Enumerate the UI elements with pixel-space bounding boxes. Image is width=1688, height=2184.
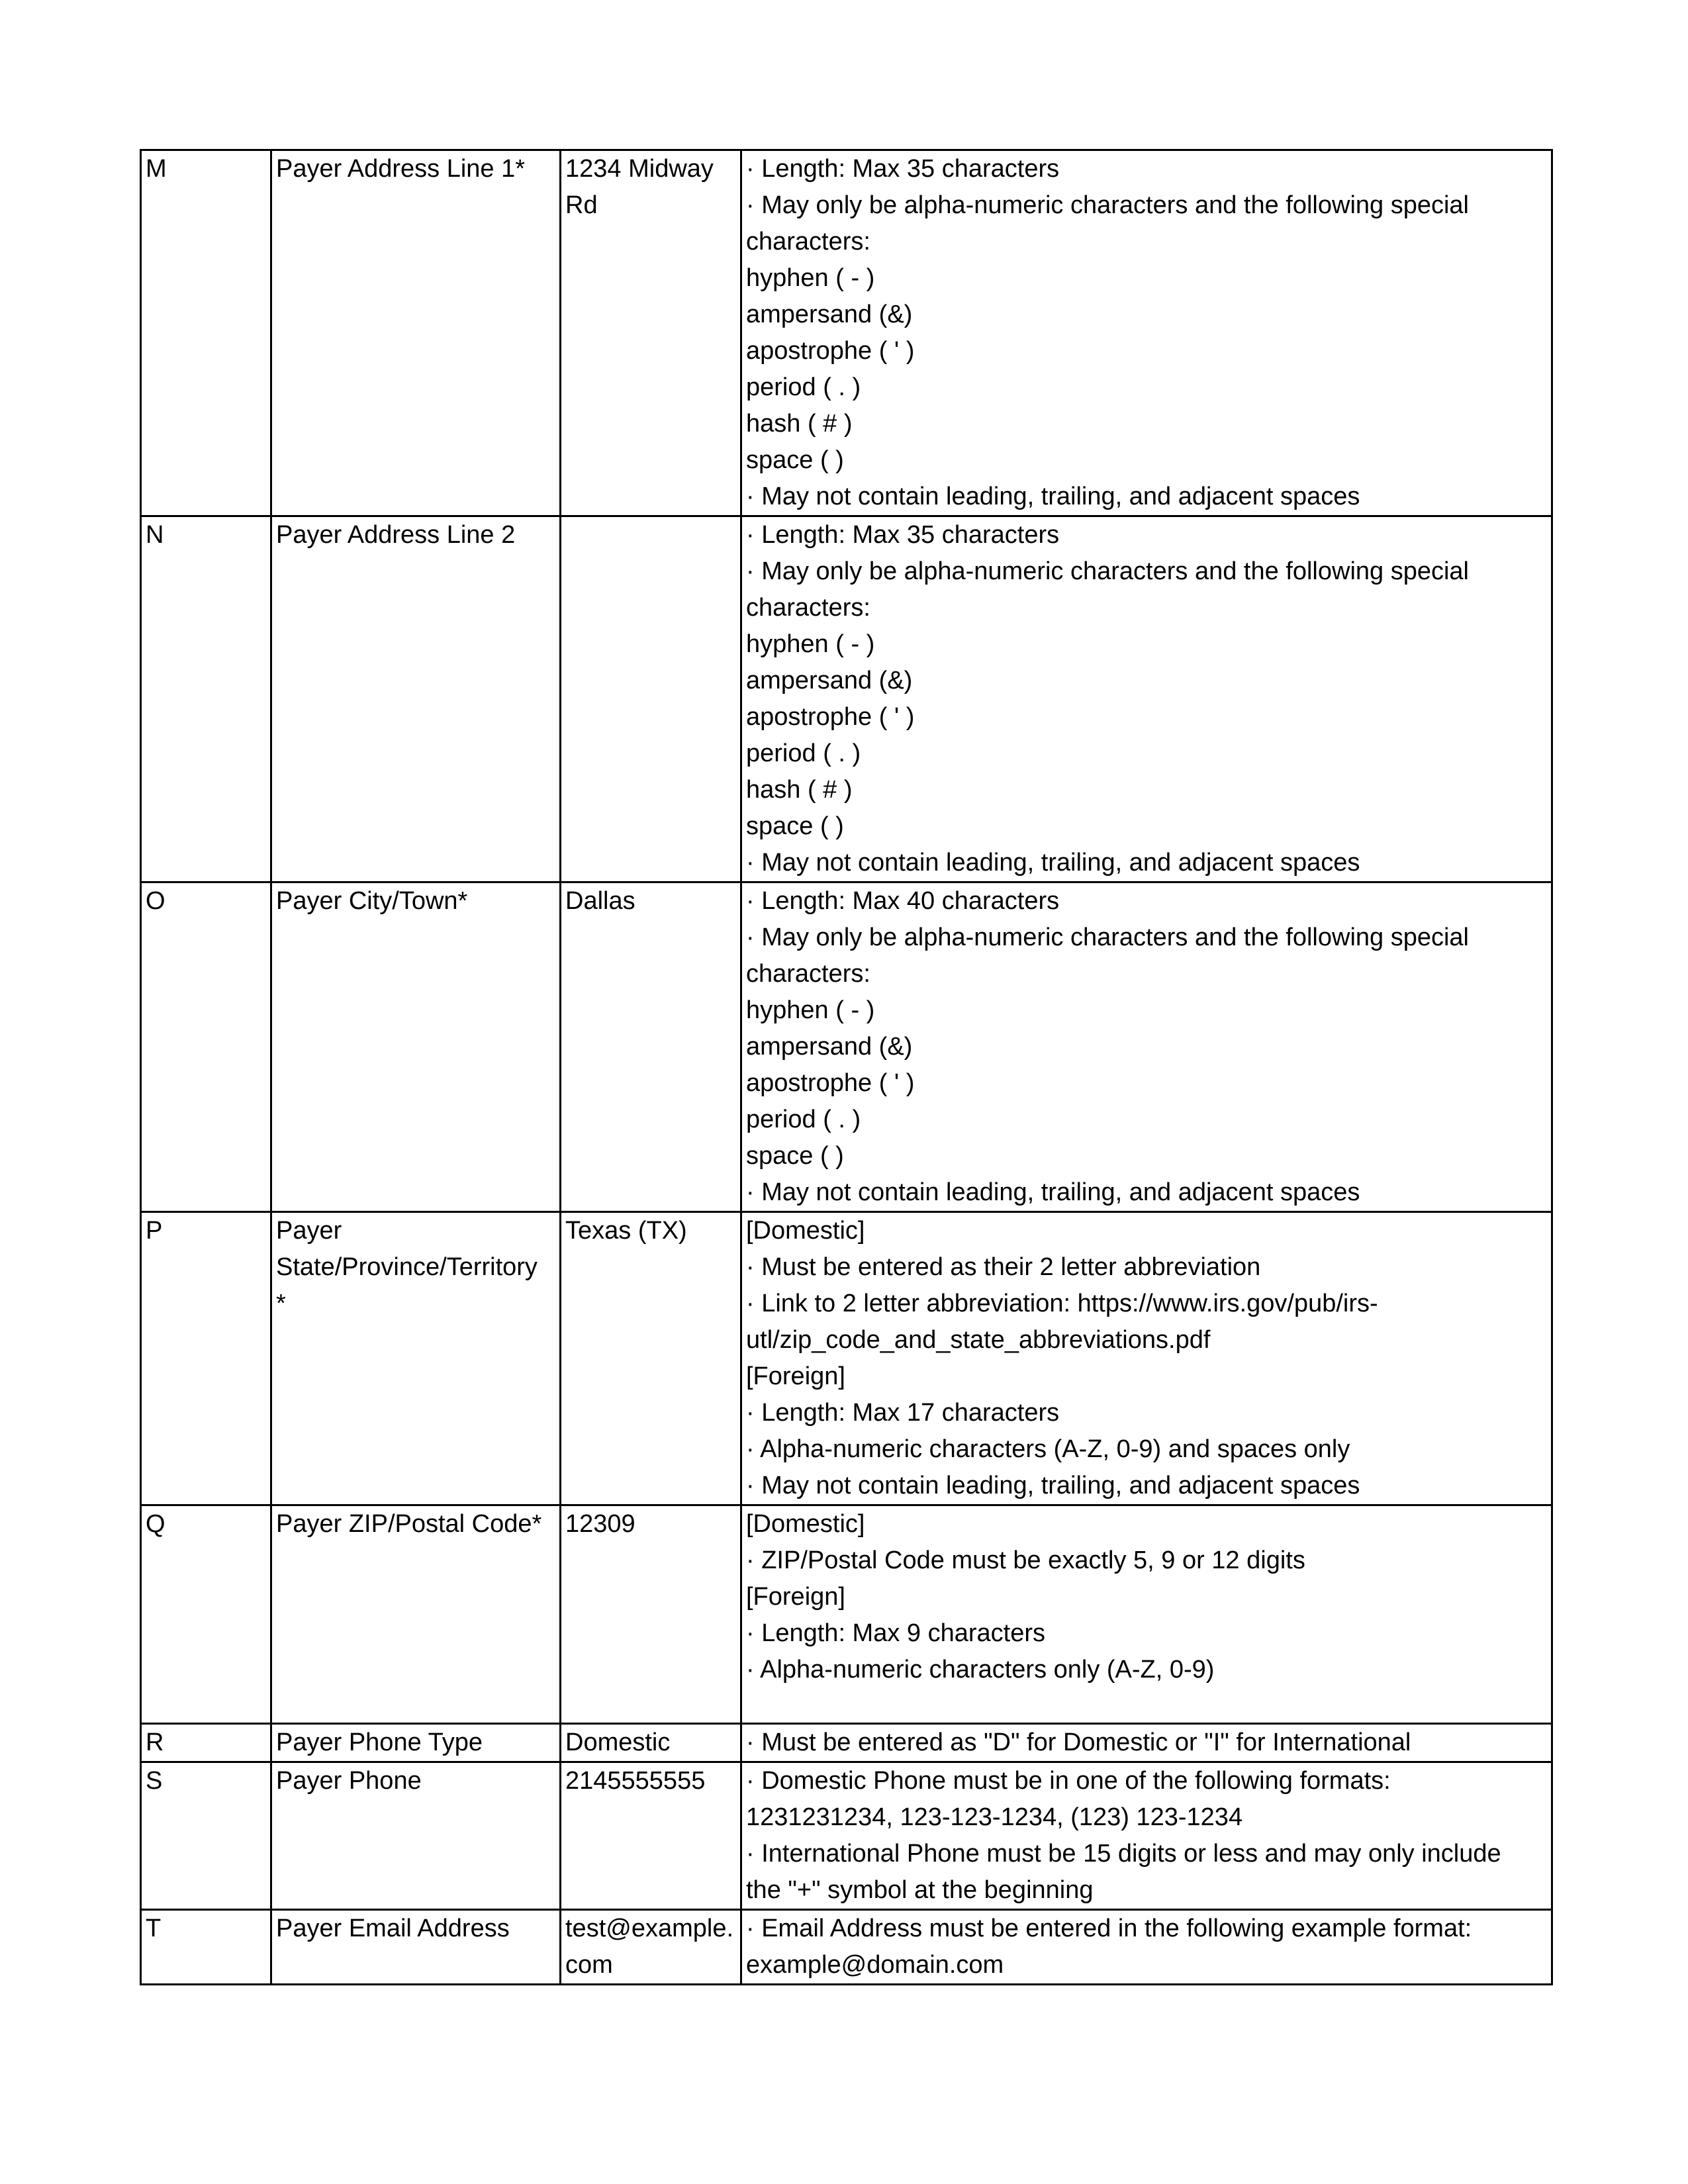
rule-line: hash ( # ) [746,410,853,438]
rule-line: period ( . ) [746,1106,861,1133]
sample-value-cell [561,150,741,516]
field-name: Payer ZIP/Postal Code* [276,1510,542,1538]
rule-line: · Length: Max 40 characters [746,887,1060,915]
column-letter-cell [141,882,271,1212]
rules-cell [741,1212,1552,1505]
rule-line: [Foreign] [746,1362,845,1390]
sample-value-line: 2145555555 [565,1767,706,1795]
rule-line: space ( ) [746,446,844,474]
table-row [141,882,1552,1212]
column-letter: P [146,1217,163,1245]
rule-line: ampersand (&) [746,667,913,694]
rule-line: · Domestic Phone must be in one of the following formats: [746,1767,1391,1795]
rule-line: · Length: Max 35 characters [746,521,1060,549]
field-name: Payer City/Town* [276,887,468,915]
rules-cell [741,1762,1552,1910]
sample-value-line: 12309 [565,1510,635,1538]
sample-value-cell [561,1910,741,1985]
sample-value-line: Domestic [565,1729,671,1756]
rule-line: · May only be alpha-numeric characters and the following special [746,191,1469,219]
column-letter: R [146,1729,164,1756]
rule-line: hyphen ( - ) [746,630,875,658]
field-name-cell [271,1212,561,1505]
sample-value-cell [561,882,741,1212]
rule-line: 1231231234, 123-123-1234, (123) 123-1234 [746,1803,1243,1831]
field-name: Payer Address Line 2 [276,521,516,549]
column-letter-cell [141,1212,271,1505]
rule-line: apostrophe ( ' ) [746,1069,915,1097]
field-name-cell [271,882,561,1212]
rule-line: characters: [746,594,870,622]
table-row [141,1762,1552,1910]
sample-value-cell [561,1762,741,1910]
sample-value-line: com [565,1951,613,1979]
field-name-line: Payer [276,1217,342,1245]
sample-value-cell [561,516,741,882]
rule-line: · Link to 2 letter abbreviation: https://www.irs.gov/pub/irs- [746,1290,1378,1317]
rule-line: space ( ) [746,1142,844,1170]
field-name-cell [271,516,561,882]
column-letter: S [146,1767,163,1795]
rule-line: · May not contain leading, trailing, and adjacent spaces [746,1178,1360,1206]
column-letter: T [146,1915,162,1942]
rule-line: hash ( # ) [746,776,853,804]
rule-line: · International Phone must be 15 digits or less and may only include [746,1840,1501,1868]
column-letter: M [146,155,167,183]
sample-value-line: 1234 Midway [565,155,714,183]
table-row [141,516,1552,882]
rule-line: · Length: Max 35 characters [746,155,1060,183]
rules-cell [741,882,1552,1212]
rules-cell [741,150,1552,516]
column-letter-cell [141,1505,271,1724]
rule-line: apostrophe ( ' ) [746,703,915,731]
field-name-cell [271,1505,561,1724]
sample-value-line: Rd [565,191,598,219]
rules-cell [741,1505,1552,1724]
rule-line: · Length: Max 17 characters [746,1399,1060,1427]
table-row [141,150,1552,516]
field-name: Payer Phone [276,1767,422,1795]
field-name-cell [271,1724,561,1762]
field-name-cell [271,1762,561,1910]
rule-line: ampersand (&) [746,301,913,328]
rule-line: · May not contain leading, trailing, and adjacent spaces [746,849,1360,877]
field-name-line: State/Province/Territory [276,1253,538,1281]
rule-line: example@domain.com [746,1951,1004,1979]
rule-line: period ( . ) [746,739,861,767]
sample-value-line: test@example. [565,1915,734,1942]
rules-cell [741,1910,1552,1985]
rule-line: · Alpha-numeric characters (A-Z, 0-9) and spaces only [746,1435,1350,1463]
field-name-cell [271,1910,561,1985]
rule-line: ampersand (&) [746,1033,913,1061]
field-name-cell [271,150,561,516]
rule-line: characters: [746,960,870,988]
rule-line: · May only be alpha-numeric characters and the following special [746,557,1469,585]
rule-line: [Foreign] [746,1583,845,1611]
field-name: Payer Email Address [276,1915,510,1942]
rule-line: · Email Address must be entered in the following example format: [746,1915,1472,1942]
rule-line: the "+" symbol at the beginning [746,1876,1094,1904]
rule-line: · Must be entered as "D" for Domestic or "I" for International [746,1729,1411,1756]
sample-value-cell [561,1724,741,1762]
rule-line: period ( . ) [746,373,861,401]
rule-line: hyphen ( - ) [746,996,875,1024]
column-letter: N [146,521,164,549]
table-row [141,1724,1552,1762]
rule-line: space ( ) [746,812,844,840]
table-row [141,1505,1552,1724]
rule-line: [Domestic] [746,1217,865,1245]
table-row [141,1910,1552,1985]
column-letter: O [146,887,165,915]
rule-line: utl/zip_code_and_state_abbreviations.pdf [746,1326,1211,1354]
rule-line: · ZIP/Postal Code must be exactly 5, 9 or 12 digits [746,1546,1305,1574]
sample-value-cell [561,1212,741,1505]
column-letter-cell [141,1762,271,1910]
rule-line: · Length: Max 9 characters [746,1619,1045,1647]
column-letter: Q [146,1510,165,1538]
sample-value-cell [561,1505,741,1724]
rule-line: · Must be entered as their 2 letter abbreviation [746,1253,1261,1281]
column-letter-cell [141,1724,271,1762]
column-letter-cell [141,516,271,882]
rule-line: hyphen ( - ) [746,264,875,292]
rule-line: [Domestic] [746,1510,865,1538]
rule-line: · May not contain leading, trailing, and adjacent spaces [746,483,1360,510]
sample-value-line: Dallas [565,887,635,915]
table-row [141,1212,1552,1505]
rules-cell [741,516,1552,882]
field-name: Payer Phone Type [276,1729,483,1756]
field-spec-table [140,149,1553,1985]
rule-line: · Alpha-numeric characters only (A-Z, 0-9) [746,1656,1215,1684]
column-letter-cell [141,1910,271,1985]
rule-line: characters: [746,228,870,256]
field-name: Payer Address Line 1* [276,155,526,183]
rule-line: · May only be alpha-numeric characters and the following special [746,924,1469,951]
sample-value-line: Texas (TX) [565,1217,687,1245]
field-name-line: * [276,1290,286,1317]
rule-line: · May not contain leading, trailing, and adjacent spaces [746,1472,1360,1499]
column-letter-cell [141,150,271,516]
rules-cell [741,1724,1552,1762]
rule-line: apostrophe ( ' ) [746,337,915,365]
